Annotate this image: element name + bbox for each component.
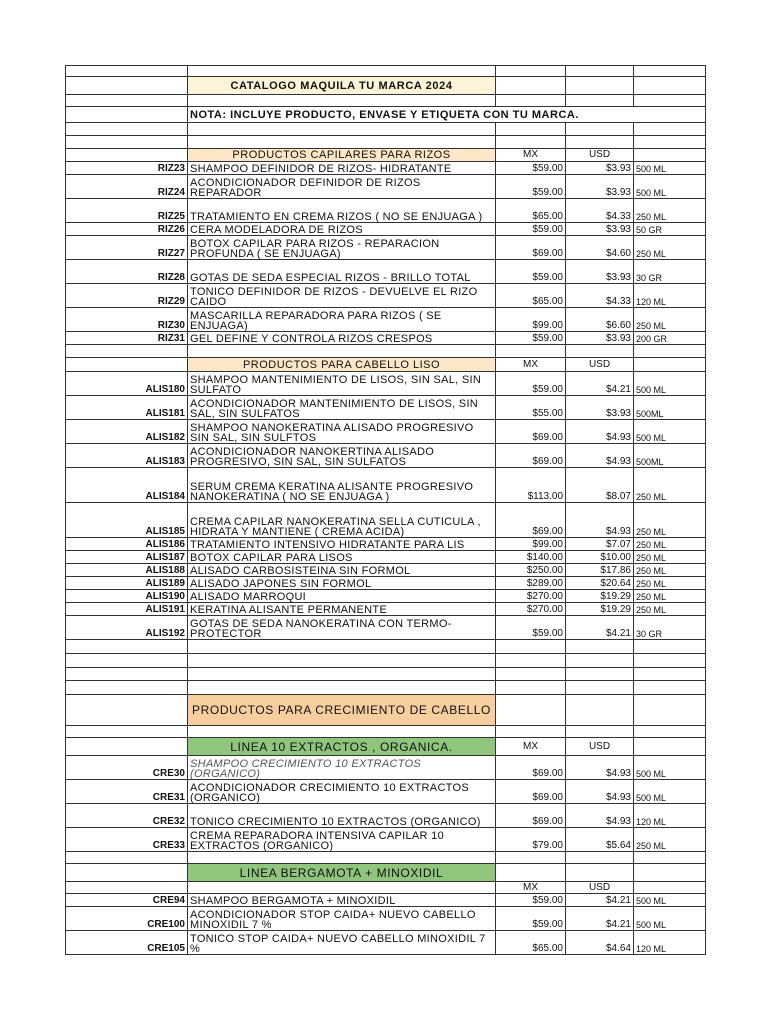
price-mx: $69.00 (496, 756, 566, 780)
product-description: ACONDICIONADOR CRECIMIENTO 10 EXTRACTOS (ORGANICO) (188, 780, 496, 804)
product-size: 30 GR (634, 260, 706, 284)
price-usd: $4.21 (566, 894, 634, 907)
usd-header: USD (566, 149, 634, 162)
product-row (66, 564, 706, 577)
price-usd: $10.00 (566, 551, 634, 564)
blank-row (66, 852, 706, 864)
product-code: CRE100 (66, 907, 188, 931)
product-description: GOTAS DE SEDA ESPECIAL RIZOS - BRILLO TOTAL (188, 260, 496, 284)
price-usd: $19.29 (566, 590, 634, 603)
product-row (66, 590, 706, 603)
price-mx: $270.00 (496, 603, 566, 616)
product-description: CREMA REPARADORA INTENSIVA CAPILAR 10 EXTRACTOS (ORGANICO) (188, 828, 496, 852)
price-mx: $69.00 (496, 780, 566, 804)
blank-row (66, 726, 706, 738)
product-description: KERATINA ALISANTE PERMANENTE (188, 603, 496, 616)
price-usd: $3.93 (566, 175, 634, 199)
product-size: 250 ML (634, 577, 706, 590)
price-mx: $59.00 (496, 907, 566, 931)
note-row (66, 107, 706, 123)
section-header-row (66, 358, 706, 372)
mx-header: MX (496, 882, 566, 894)
product-row (66, 332, 706, 345)
section-header-row (66, 695, 706, 726)
product-size: 500ML (634, 396, 706, 420)
product-description: SHAMPOO CRECIMIENTO 10 EXTRACTOS (ORGANICO) (188, 756, 496, 780)
product-size: 500 ML (634, 162, 706, 175)
price-mx: $59.00 (496, 260, 566, 284)
mx-header: MX (496, 738, 566, 756)
product-description: ALISADO MARROQUI (188, 590, 496, 603)
product-row (66, 828, 706, 852)
price-mx: $270.00 (496, 590, 566, 603)
price-usd: $4.93 (566, 804, 634, 828)
product-description: ACONDICIONADOR STOP CAIDA+ NUEVO CABELLO MINOXIDIL 7 % (188, 907, 496, 931)
product-description: ACONDICIONADOR MANTENIMIENTO DE LISOS, SIN SAL, SIN SULFATOS (188, 396, 496, 420)
product-code: RIZ27 (66, 236, 188, 260)
product-description: TRATAMIENTO EN CREMA RIZOS ( NO SE ENJUAGA ) (188, 199, 496, 223)
price-mx: $59.00 (496, 162, 566, 175)
product-description: MASCARILLA REPARADORA PARA RIZOS ( SE ENJUAGA) (188, 308, 496, 332)
price-usd: $7.07 (566, 538, 634, 551)
product-row (66, 223, 706, 236)
product-row (66, 616, 706, 640)
price-mx: $65.00 (496, 284, 566, 308)
price-mx: $99.00 (496, 308, 566, 332)
product-description: ALISADO JAPONES SIN FORMOL (188, 577, 496, 590)
price-mx: $69.00 (496, 804, 566, 828)
product-description: TONICO CRECIMIENTO 10 EXTRACTOS (ORGANICO) (188, 804, 496, 828)
product-description: GOTAS DE SEDA NANOKERATINA CON TERMO-PROTECTOR (188, 616, 496, 640)
blank-row (66, 66, 706, 77)
price-usd: $4.64 (566, 931, 634, 955)
price-mx: $59.00 (496, 616, 566, 640)
usd-header: USD (566, 738, 634, 756)
product-size: 30 GR (634, 616, 706, 640)
catalog-table (65, 65, 706, 955)
product-code: CRE105 (66, 931, 188, 955)
price-mx: $65.00 (496, 931, 566, 955)
product-description: CERA MODELADORA DE RIZOS (188, 223, 496, 236)
product-row (66, 780, 706, 804)
product-size: 250 ML (634, 590, 706, 603)
blank-row (66, 345, 706, 358)
blank-row (66, 654, 706, 668)
product-code: RIZ24 (66, 175, 188, 199)
product-row (66, 756, 706, 780)
product-code: RIZ29 (66, 284, 188, 308)
price-usd: $3.93 (566, 162, 634, 175)
product-code: CRE31 (66, 780, 188, 804)
product-code: ALIS187 (66, 551, 188, 564)
price-usd: $4.33 (566, 284, 634, 308)
column-header-row (66, 882, 706, 894)
product-description: SHAMPOO NANOKERATINA ALISADO PROGRESIVO SIN SAL, SIN SULFTOS (188, 420, 496, 444)
price-mx: $59.00 (496, 372, 566, 396)
product-row (66, 804, 706, 828)
price-mx: $99.00 (496, 538, 566, 551)
product-code: RIZ30 (66, 308, 188, 332)
product-description: SHAMPOO DEFINIDOR DE RIZOS- HIDRATANTE (188, 162, 496, 175)
product-code: ALIS183 (66, 444, 188, 468)
product-code: RIZ26 (66, 223, 188, 236)
section-title-crecimiento: PRODUCTOS PARA CRECIMIENTO DE CABELLO (188, 695, 496, 726)
price-usd: $3.93 (566, 396, 634, 420)
price-usd: $4.93 (566, 420, 634, 444)
product-size: 500 ML (634, 894, 706, 907)
product-size: 120 ML (634, 804, 706, 828)
price-mx: $65.00 (496, 199, 566, 223)
product-row (66, 931, 706, 955)
product-size: 250 ML (634, 564, 706, 577)
product-code: ALIS184 (66, 468, 188, 503)
product-description: CREMA CAPILAR NANOKERATINA SELLA CUTICULA , HIDRATA Y MANTIENE ( CREMA ACIDA) (188, 503, 496, 538)
price-mx: $59.00 (496, 223, 566, 236)
product-row (66, 551, 706, 564)
price-mx: $250.00 (496, 564, 566, 577)
blank-row (66, 668, 706, 681)
product-row (66, 284, 706, 308)
product-size: 200 GR (634, 332, 706, 345)
blank-row (66, 95, 706, 107)
product-row (66, 503, 706, 538)
price-usd: $4.93 (566, 756, 634, 780)
product-description: BOTOX CAPILAR PARA LISOS (188, 551, 496, 564)
price-mx: $69.00 (496, 236, 566, 260)
product-row (66, 308, 706, 332)
price-usd: $3.93 (566, 260, 634, 284)
product-size: 250 ML (634, 236, 706, 260)
product-row (66, 260, 706, 284)
price-mx: $69.00 (496, 503, 566, 538)
product-code: RIZ25 (66, 199, 188, 223)
subsection-title-bergamota: LINEA BERGAMOTA + MINOXIDIL (188, 864, 496, 882)
product-size: 250 ML (634, 551, 706, 564)
price-usd: $4.60 (566, 236, 634, 260)
product-description: TRATAMIENTO INTENSIVO HIDRATANTE PARA LIS (188, 538, 496, 551)
product-size: 500 ML (634, 175, 706, 199)
product-row (66, 162, 706, 175)
product-description: SHAMPOO BERGAMOTA + MINOXIDIL (188, 894, 496, 907)
title-row (66, 77, 706, 95)
product-row (66, 420, 706, 444)
product-size: 500ML (634, 444, 706, 468)
catalog-note: NOTA: INCLUYE PRODUCTO, ENVASE Y ETIQUETA CON TU MARCA. (188, 107, 706, 123)
price-mx: $59.00 (496, 175, 566, 199)
subsection-title-linea10: LINEA 10 EXTRACTOS , ORGANICA. (188, 738, 496, 756)
product-code: ALIS191 (66, 603, 188, 616)
product-size: 500 ML (634, 780, 706, 804)
price-mx: $113.00 (496, 468, 566, 503)
product-size: 250 ML (634, 538, 706, 551)
section-title-liso: PRODUCTOS PARA CABELLO LISO (188, 358, 496, 372)
price-usd: $4.93 (566, 503, 634, 538)
product-description: ACONDICIONADOR NANOKERTINA ALISADO PROGRESIVO, SIN SAL, SIN SULFATOS (188, 444, 496, 468)
product-description: ALISADO CARBOSISTEINA SIN FORMOL (188, 564, 496, 577)
product-row (66, 396, 706, 420)
product-code: CRE30 (66, 756, 188, 780)
product-description: GEL DEFINE Y CONTROLA RIZOS CRESPOS (188, 332, 496, 345)
product-code: RIZ23 (66, 162, 188, 175)
product-row (66, 577, 706, 590)
price-mx: $69.00 (496, 444, 566, 468)
price-usd: $4.93 (566, 780, 634, 804)
product-size: 500 ML (634, 372, 706, 396)
product-row (66, 175, 706, 199)
blank-row (66, 123, 706, 136)
product-row (66, 538, 706, 551)
product-code: ALIS188 (66, 564, 188, 577)
catalog-title: CATALOGO MAQUILA TU MARCA 2024 (188, 77, 496, 95)
price-usd: $3.93 (566, 332, 634, 345)
product-code: ALIS181 (66, 396, 188, 420)
product-description: ACONDICIONADOR DEFINIDOR DE RIZOS REPARADOR (188, 175, 496, 199)
product-row (66, 236, 706, 260)
price-usd: $4.21 (566, 372, 634, 396)
product-description: BOTOX CAPILAR PARA RIZOS - REPARACION PROFUNDA ( SE ENJUAGA) (188, 236, 496, 260)
product-code: ALIS189 (66, 577, 188, 590)
product-size: 500 ML (634, 420, 706, 444)
product-code: RIZ28 (66, 260, 188, 284)
price-usd: $6.60 (566, 308, 634, 332)
subsection-header-row (66, 864, 706, 882)
blank-row (66, 640, 706, 654)
price-usd: $4.21 (566, 616, 634, 640)
price-usd: $3.93 (566, 223, 634, 236)
product-code: CRE32 (66, 804, 188, 828)
product-size: 250 ML (634, 503, 706, 538)
product-size: 250 ML (634, 603, 706, 616)
price-mx: $79.00 (496, 828, 566, 852)
product-code: RIZ31 (66, 332, 188, 345)
price-usd: $17.86 (566, 564, 634, 577)
price-usd: $4.33 (566, 199, 634, 223)
product-code: ALIS192 (66, 616, 188, 640)
price-usd: $5.64 (566, 828, 634, 852)
product-size: 500 ML (634, 756, 706, 780)
product-row (66, 907, 706, 931)
subsection-header-row (66, 738, 706, 756)
price-usd: $4.21 (566, 907, 634, 931)
product-size: 120 ML (634, 931, 706, 955)
mx-header: MX (496, 149, 566, 162)
product-code: ALIS190 (66, 590, 188, 603)
price-mx: $140.00 (496, 551, 566, 564)
usd-header: USD (566, 358, 634, 372)
blank-row (66, 681, 706, 695)
product-description: SHAMPOO MANTENIMIENTO DE LISOS, SIN SAL, SIN SULFATO (188, 372, 496, 396)
mx-header: MX (496, 358, 566, 372)
product-size: 50 GR (634, 223, 706, 236)
price-usd: $20.64 (566, 577, 634, 590)
product-size: 500 ML (634, 907, 706, 931)
price-mx: $55.00 (496, 396, 566, 420)
product-row (66, 444, 706, 468)
product-description: TONICO STOP CAIDA+ NUEVO CABELLO MINOXIDIL 7 % (188, 931, 496, 955)
product-row (66, 372, 706, 396)
product-row (66, 468, 706, 503)
product-code: ALIS180 (66, 372, 188, 396)
product-code: CRE94 (66, 894, 188, 907)
product-code: ALIS185 (66, 503, 188, 538)
product-size: 120 ML (634, 284, 706, 308)
product-size: 250 ML (634, 828, 706, 852)
product-code: ALIS182 (66, 420, 188, 444)
product-code: ALIS186 (66, 538, 188, 551)
price-usd: $8.07 (566, 468, 634, 503)
price-mx: $59.00 (496, 332, 566, 345)
usd-header: USD (566, 882, 634, 894)
blank-row (66, 136, 706, 149)
product-size: 250 ML (634, 308, 706, 332)
price-usd: $19.29 (566, 603, 634, 616)
product-code: CRE33 (66, 828, 188, 852)
product-row (66, 894, 706, 907)
product-description: SERUM CREMA KERATINA ALISANTE PROGRESIVO NANOKERATINA ( NO SE ENJUAGA ) (188, 468, 496, 503)
product-size: 250 ML (634, 468, 706, 503)
product-size: 250 ML (634, 199, 706, 223)
price-usd: $4.93 (566, 444, 634, 468)
product-description: TONICO DEFINIDOR DE RIZOS - DEVUELVE EL RIZO CAIDO (188, 284, 496, 308)
price-sheet (65, 65, 705, 955)
price-mx: $59.00 (496, 894, 566, 907)
section-title-rizos: PRODUCTOS CAPILARES PARA RIZOS (188, 149, 496, 162)
price-mx: $289.00 (496, 577, 566, 590)
section-header-row (66, 149, 706, 162)
product-row (66, 603, 706, 616)
price-mx: $69.00 (496, 420, 566, 444)
product-row (66, 199, 706, 223)
